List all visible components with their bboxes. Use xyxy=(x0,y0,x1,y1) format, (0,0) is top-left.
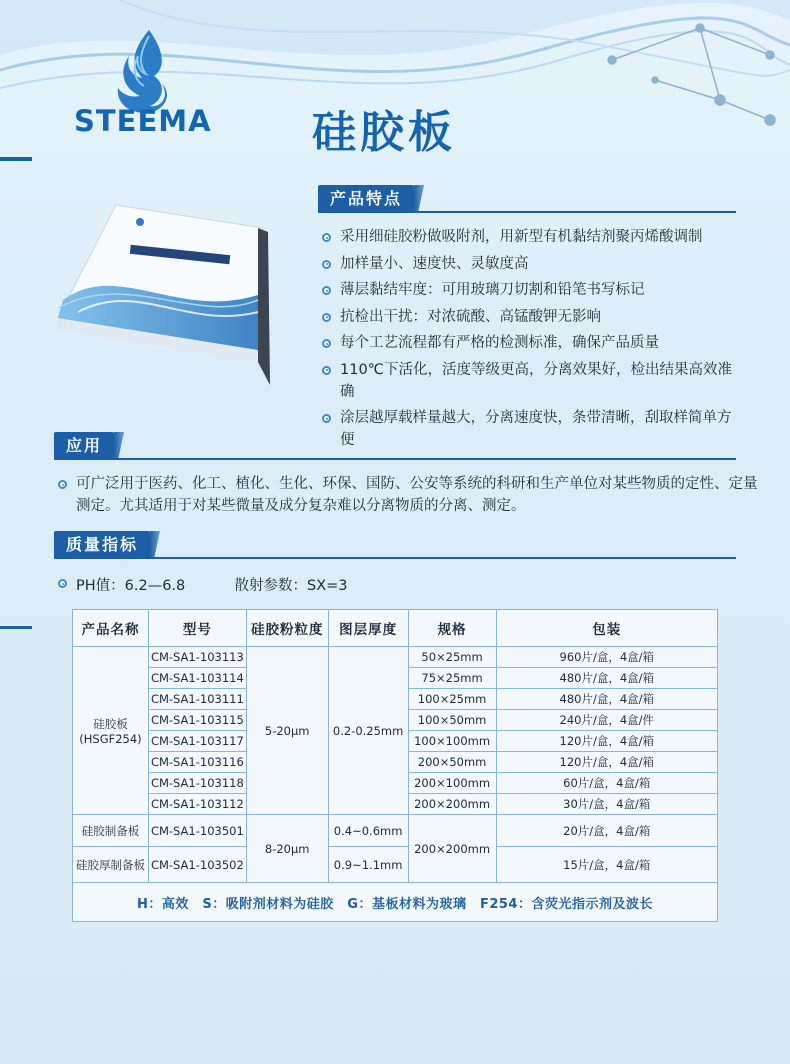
bullet-icon xyxy=(58,579,67,588)
model-cell: CM-SA1-103116 xyxy=(148,752,246,773)
model-cell: CM-SA1-103111 xyxy=(148,689,246,710)
particle-size-cell: 8-20μm xyxy=(246,815,328,883)
feature-item xyxy=(322,359,742,403)
quality-divider xyxy=(54,557,736,559)
header-spec: 规格 xyxy=(408,610,496,647)
feature-item xyxy=(322,226,742,248)
model-cell: CM-SA1-103115 xyxy=(148,710,246,731)
model-cell: CM-SA1-103112 xyxy=(148,794,246,815)
quality-section-header xyxy=(54,531,736,561)
pack-cell: 30片/盒，4盒/箱 xyxy=(496,794,717,815)
table-row xyxy=(73,815,718,847)
pack-cell: 120片/盒，4盒/箱 xyxy=(496,731,717,752)
particle-size-cell: 5-20μm xyxy=(246,647,328,815)
thickness-cell: 0.2-0.25mm xyxy=(328,647,408,815)
feature-text: 每个工艺流程都有严格的检测标准，确保产品质量 xyxy=(340,335,659,351)
header-layer-thickness: 图层厚度 xyxy=(328,610,408,647)
pack-cell: 15片/盒，4盒/箱 xyxy=(496,847,717,883)
pack-cell: 480片/盒，4盒/箱 xyxy=(496,689,717,710)
bullet-icon xyxy=(322,414,331,423)
thickness-cell: 0.4~0.6mm xyxy=(328,815,408,847)
bullet-icon xyxy=(322,366,331,375)
product-code: (HSGF254) xyxy=(79,731,142,746)
pack-cell: 480片/盒，4盒/箱 xyxy=(496,668,717,689)
model-cell: CM-SA1-103113 xyxy=(148,647,246,668)
spec-cell: 100×100mm xyxy=(408,731,496,752)
feature-text: 抗检出干扰：对浓硫酸、高锰酸钾无影响 xyxy=(340,308,601,325)
application-heading: 应用 xyxy=(54,432,114,460)
thickness-cell: 0.9~1.1mm xyxy=(328,847,408,883)
table-header-row xyxy=(73,610,718,647)
spec-cell: 200×200mm xyxy=(408,815,496,883)
quality-heading: 质量指标 xyxy=(54,531,150,559)
feature-text: 加样量小、速度快、灵敏度高 xyxy=(340,255,529,272)
spec-cell: 200×200mm xyxy=(408,794,496,815)
feature-text: 薄层黏结牢度：可用玻璃刀切割和铅笔书写标记 xyxy=(340,282,645,298)
bullet-icon xyxy=(322,286,331,295)
feature-item xyxy=(322,279,742,301)
feature-text: 采用细硅胶粉做吸附剂，用新型有机黏结剂聚丙烯酸调制 xyxy=(340,229,703,245)
quality-params xyxy=(58,574,348,595)
model-cell: CM-SA1-103117 xyxy=(148,731,246,752)
spec-cell: 100×50mm xyxy=(408,710,496,731)
pack-cell: 240片/盒，4盒/件 xyxy=(496,710,717,731)
feature-text: 涂层越厚载样量越大，分离速度快，条带清晰，刮取样简单方便 xyxy=(340,410,732,448)
ph-value: PH值：6.2—6.8 xyxy=(76,578,186,594)
product-name-cell xyxy=(73,647,149,815)
model-cell: CM-SA1-103114 xyxy=(148,668,246,689)
features-section-header xyxy=(318,185,736,215)
bullet-icon xyxy=(322,339,331,348)
feature-text: 110℃下活化，活度等级更高，分离效果好，检出结果高效准确 xyxy=(340,361,732,400)
feature-item xyxy=(322,332,742,354)
model-cell: CM-SA1-103502 xyxy=(148,847,246,883)
application-section-header xyxy=(54,432,736,462)
product-box-image xyxy=(58,200,280,385)
table-row xyxy=(73,647,718,668)
spec-cell: 200×50mm xyxy=(408,752,496,773)
pack-cell: 60片/盒，4盒/箱 xyxy=(496,773,717,794)
left-accent-bar xyxy=(0,157,32,161)
pack-cell: 120片/盒，4盒/箱 xyxy=(496,752,717,773)
spec-cell: 100×25mm xyxy=(408,689,496,710)
application-text xyxy=(58,473,766,517)
pack-cell: 960片/盒，4盒/箱 xyxy=(496,647,717,668)
application-divider xyxy=(54,458,736,460)
product-name-cell: 硅胶制备板 xyxy=(73,815,149,847)
spec-cell: 50×25mm xyxy=(408,647,496,668)
feature-item xyxy=(322,306,742,328)
model-cell: CM-SA1-103118 xyxy=(148,773,246,794)
left-accent-bar-lower xyxy=(0,626,32,629)
scatter-param: 散射参数：SX=3 xyxy=(234,578,348,594)
header-particle-size: 硅胶粉粒度 xyxy=(246,610,328,647)
bullet-icon xyxy=(58,480,67,489)
pack-cell: 20片/盒，4盒/箱 xyxy=(496,815,717,847)
brand-name: STEEMA xyxy=(74,104,212,138)
bullet-icon xyxy=(322,313,331,322)
spec-table xyxy=(72,609,718,922)
application-body: 可广泛用于医药、化工、植化、生化、环保、国防、公安等系统的科研和生产单位对某些物质的定性、定量测定。尤其适用于对某些微量及成分复杂难以分离物质的分离、测定。 xyxy=(76,476,758,514)
header-packaging: 包装 xyxy=(496,610,717,647)
page-title: 硅胶板 xyxy=(312,107,456,158)
spec-cell: 75×25mm xyxy=(408,668,496,689)
spec-cell: 200×100mm xyxy=(408,773,496,794)
table-row xyxy=(73,847,718,883)
product-name-cell: 硅胶厚制备板 xyxy=(73,847,149,883)
table-footnote-row xyxy=(73,883,718,922)
bullet-icon xyxy=(322,233,331,242)
feature-item xyxy=(322,253,742,275)
bullet-icon xyxy=(322,260,331,269)
features-list xyxy=(322,226,742,456)
features-heading: 产品特点 xyxy=(318,185,414,213)
header-model: 型号 xyxy=(148,610,246,647)
features-divider xyxy=(318,211,736,213)
table-footnote: H：高效 S：吸附剂材料为硅胶 G：基板材料为玻璃 F254：含荧光指示剂及波长 xyxy=(73,883,718,922)
product-name: 硅胶板 xyxy=(93,716,128,731)
header-product-name: 产品名称 xyxy=(73,610,149,647)
model-cell: CM-SA1-103501 xyxy=(148,815,246,847)
